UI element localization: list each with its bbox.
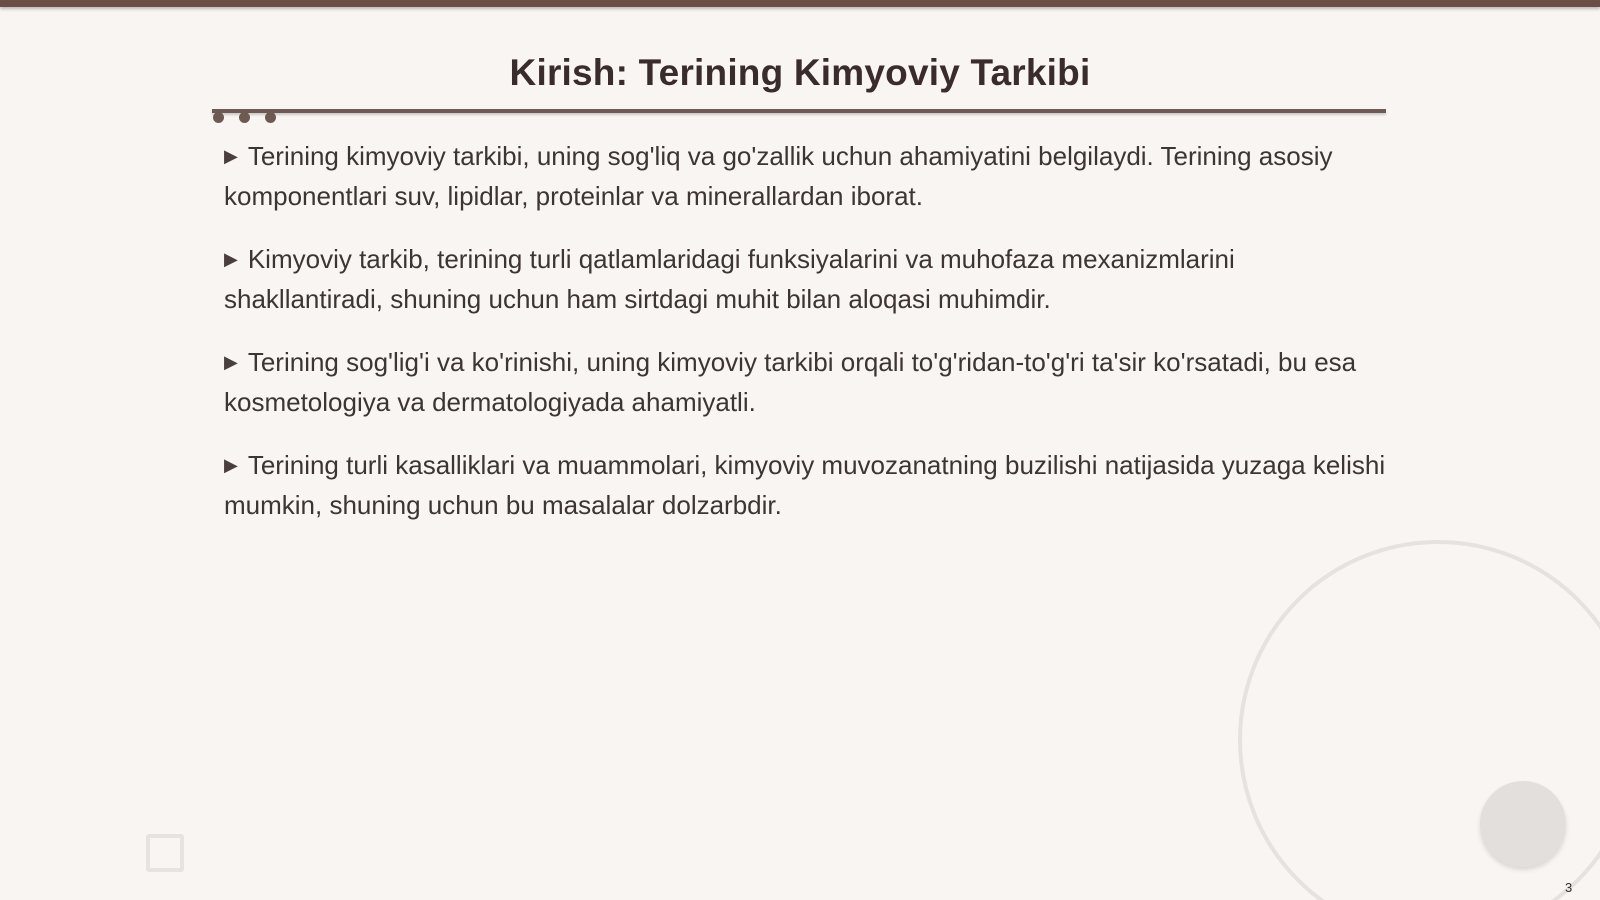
bullet-list [224,138,1394,550]
slide-number: 3 [1565,880,1573,895]
decor-dot [213,112,224,123]
title-underline [212,109,1386,113]
decor-dot [239,112,250,123]
slide-title: Kirish: Terining Kimyoviy Tarkibi [509,52,1091,93]
decorative-square [146,834,184,872]
bullet-item [224,447,1394,524]
bullet-arrow-icon: ▶ [224,455,238,475]
bullet-text: Terining turli kasalliklari va muammolari, kimyoviy muvozanatning buzilishi natijasida yuzaga kelishi mumkin, shuning uchun bu masalalar dolzarbdir. [224,450,1386,520]
bullet-item [224,138,1394,215]
decorative-knob [1480,781,1566,867]
bullet-text: Terining sog'lig'i va ko'rinishi, uning kimyoviy tarkibi orqali to'g'ridan-to'g'ri ta'sir ko'rsatadi, bu esa kosmetologiya va dermatologiyada ahamiyatli. [224,347,1357,417]
bullet-text: Kimyoviy tarkib, terining turli qatlamlaridagi funksiyalarini va muhofaza mexanizmlarini shakllantiradi, shuning uchun ham sirtdagi muhit bilan aloqasi muhimdir. [224,244,1235,314]
bullet-arrow-icon: ▶ [224,146,238,166]
bullet-arrow-icon: ▶ [224,352,238,372]
bullet-item [224,344,1394,421]
top-accent-band [0,0,1600,7]
decor-dot [265,112,276,123]
bullet-item [224,241,1394,318]
bullet-text: Terining kimyoviy tarkibi, uning sog'liq va go'zallik uchun ahamiyatini belgilaydi. Terining asosiy komponentlari suv, lipidlar, proteinlar va minerallardan iborat. [224,141,1333,211]
bullet-arrow-icon: ▶ [224,249,238,269]
